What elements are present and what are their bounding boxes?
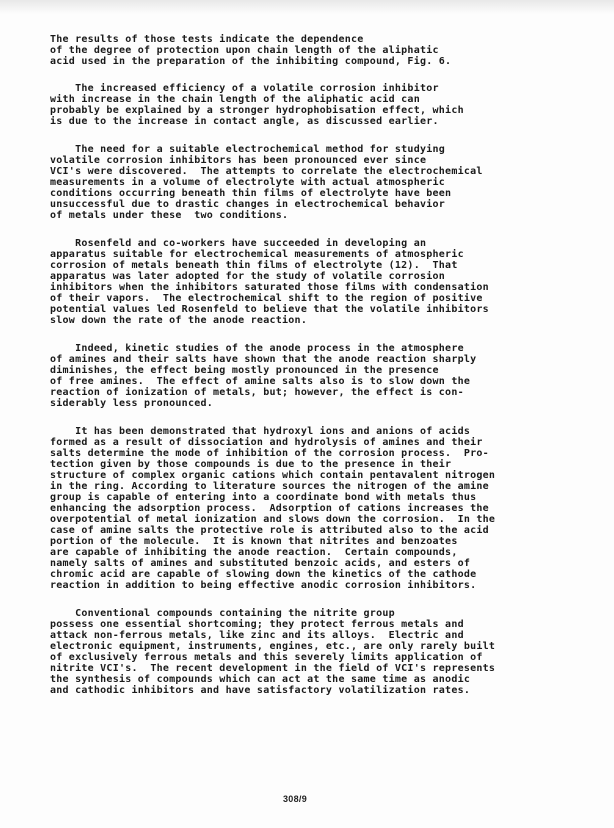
text-line: formed as a result of dissociation and hydrolysis of amines and their	[50, 437, 483, 448]
text-line: namely salts of amines and substituted benzoic acids, and esters of	[50, 558, 471, 569]
text-line: enhancing the adsorption process. Adsorption of cations increases the	[50, 503, 489, 514]
text-line: salts determine the mode of inhibition of the corrosion process. Pro-	[50, 448, 489, 459]
text-line: reaction in addition to being effective anodic corrosion inhibitors.	[50, 580, 477, 591]
text-line: group is capable of entering into a coordinate bond with metals thus	[50, 492, 477, 503]
scan-edge	[0, 0, 614, 14]
text-line: probably be explained by a stronger hydrophobisation effect, which	[50, 105, 464, 116]
text-line: with increase in the chain length of the aliphatic acid can	[50, 94, 420, 105]
text-line: potential values led Rosenfeld to believe that the volatile inhibitors	[50, 304, 489, 315]
text-line: possess one essential shortcoming; they protect ferrous metals and	[50, 619, 464, 630]
text-line: The need for a suitable electrochemical method for studying	[50, 144, 446, 155]
text-line: the synthesis of compounds which can act at the same time as anodic	[50, 674, 471, 685]
text-line: structure of complex organic cations which contain pentavalent nitrogen	[50, 470, 496, 481]
text-line: unsuccessful due to drastic changes in electrochemical behavior	[50, 199, 446, 210]
text-line: portion of the molecule. It is known that nitrites and benzoates	[50, 536, 458, 547]
text-line: case of amine salts the protective role is attributed also to the acid	[50, 525, 489, 536]
text-line: reaction of ionization of metals, but; however, the effect is con-	[50, 387, 464, 398]
text-line: Indeed, kinetic studies of the anode process in the atmosphere	[50, 343, 464, 354]
text-line: Rosenfeld and co-workers have succeeded in developing an	[50, 238, 427, 249]
text-line: of metals under these two conditions.	[50, 210, 289, 221]
text-line: siderably less pronounced.	[50, 398, 214, 409]
text-line: Conventional compounds containing the nitrite group	[50, 608, 395, 619]
text-line: of their vapors. The electrochemical shift to the region of positive	[50, 293, 483, 304]
text-line: apparatus suitable for electrochemical measurements of atmospheric	[50, 249, 464, 260]
text-line: slow down the rate of the anode reaction.	[50, 315, 308, 326]
text-line: apparatus was later adopted for the study of volatile corrosion	[50, 271, 446, 282]
text-line: of exclusively ferrous metals and this severely limits application of	[50, 652, 483, 663]
text-line: of amines and their salts have shown that the anode reaction sharply	[50, 354, 477, 365]
text-line: is due to the increase in contact angle, as discussed earlier.	[50, 116, 439, 127]
text-line: VCI's were discovered. The attempts to correlate the electrochemical	[50, 166, 483, 177]
text-line: inhibitors when the inhibitors saturated those films with condensation	[50, 282, 489, 293]
text-line: chromic acid are capable of slowing down the kinetics of the cathode	[50, 569, 477, 580]
text-line: corrosion of metals beneath thin films of electrolyte (12). That	[50, 260, 458, 271]
text-line: overpotential of metal ionization and slows down the corrosion. In the	[50, 514, 496, 525]
text-line: The increased efficiency of a volatile corrosion inhibitor	[50, 83, 439, 94]
text-line: It has been demonstrated that hydroxyl ions and anions of acids	[50, 426, 471, 437]
text-line: of free amines. The effect of amine salts also is to slow down the	[50, 376, 471, 387]
text-line: tection given by those compounds is due to the presence in their	[50, 459, 452, 470]
text-line: acid used in the preparation of the inhibiting compound, Fig. 6.	[50, 56, 452, 67]
text-line: diminishes, the effect being mostly pronounced in the presence	[50, 365, 439, 376]
text-line: conditions occurring beneath thin films of electrolyte have been	[50, 188, 452, 199]
text-line: are capable of inhibiting the anode reaction. Certain compounds,	[50, 547, 458, 558]
text-line: measurements in a volume of electrolyte with actual atmospheric	[50, 177, 446, 188]
text-line: attack non-ferrous metals, like zinc and its alloys. Electric and	[50, 630, 464, 641]
text-line: and cathodic inhibitors and have satisfactory volatilization rates.	[50, 685, 471, 696]
text-line: volatile corrosion inhibitors has been pronounced ever since	[50, 155, 427, 166]
text-line: in the ring. According to literature sources the nitrogen of the amine	[50, 481, 489, 492]
text-line: The results of those tests indicate the dependence	[50, 34, 364, 45]
text-line: electronic equipment, instruments, engines, etc., are only rarely built	[50, 641, 496, 652]
text-line: nitrite VCI's. The recent development in the field of VCI's represents	[50, 663, 496, 674]
text-line: of the degree of protection upon chain length of the aliphatic	[50, 45, 439, 56]
page-number: 308/9	[283, 794, 308, 804]
